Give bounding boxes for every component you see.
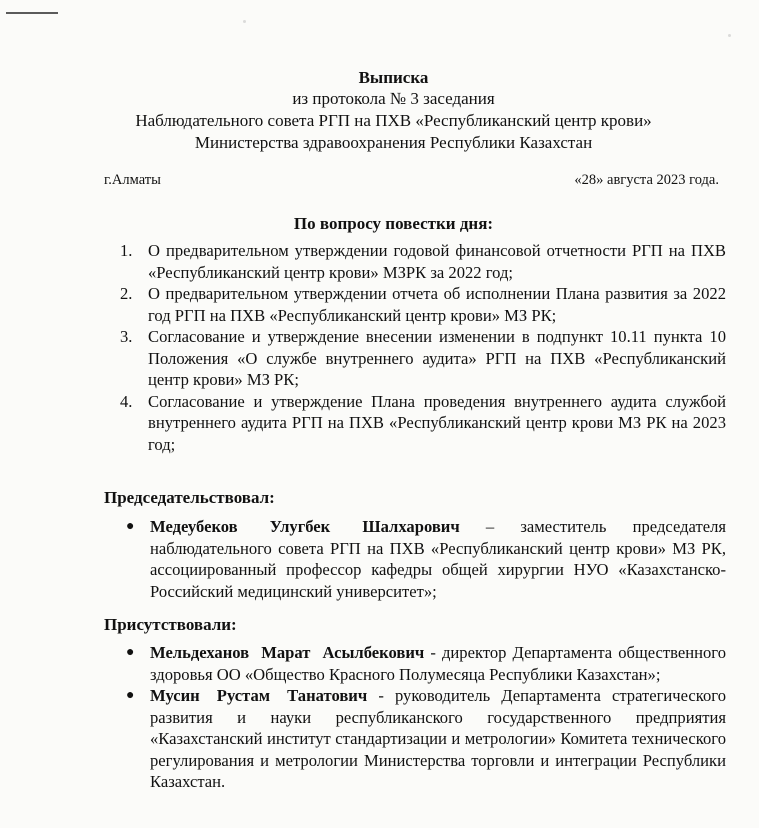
document-header [0,88,759,154]
header-line: Министерства здравоохранения Республики Казахстан [194,133,593,152]
agenda-heading: По вопросу повестки дня: [293,214,494,233]
header-line: из протокола № 3 заседания [292,89,495,108]
header-line: Наблюдательного совета РГП на ПХВ «Республиканский центр крови» [135,111,652,130]
present-heading: Присутствовали: [104,615,237,634]
agenda-item-number: 2. [120,284,133,303]
person-item [120,642,726,685]
chair-heading: Председательствовал: [104,488,275,507]
place-date-row [104,172,719,189]
agenda-item-number: 1. [120,241,133,260]
bullet-icon: ● [126,519,135,534]
person-name: Мусин Рустам Танатович [150,686,368,705]
present-list [120,642,726,793]
person-description: - директор Департамента общественного здоровья ОО «Общество Красного Полумесяца Республики Казахстан»; [150,643,726,684]
bullet-icon: ● [126,688,135,703]
city: г.Алматы [104,172,161,188]
person-description: – заместитель председателя наблюдательного совета РГП на ПХВ «Республиканский центр крови» МЗ РК, ассоциированный профессор кафедры общей хирургии НУО «Казахстанско-Российский медицинский университет»; [150,517,727,601]
document-title: Выписка [358,68,429,87]
scan-speck [728,34,731,37]
person-item [120,516,726,602]
scan-corner-mark [6,12,58,14]
agenda-item [120,283,726,326]
agenda-item-text: О предварительном утверждении отчета об исполнении Плана развития за 2022 год РГП на ПХВ «Республиканский центр крови» МЗ РК; [148,284,726,325]
person-name: Мельдеханов Марат Асылбекович [150,643,425,662]
agenda-list [120,240,726,455]
agenda-item-number: 3. [120,327,133,346]
bullet-icon: ● [126,645,135,660]
agenda-item [120,240,726,283]
agenda-item-number: 4. [120,391,133,411]
agenda-item-text: О предварительном утверждении годовой финансовой отчетности РГП на ПХВ «Республиканский центр крови» МЗРК за 2022 год; [148,241,726,282]
agenda-item [120,391,726,456]
agenda-item-text: Согласование и утверждение Плана проведения внутреннего аудита службой внутреннего аудита РГП на ПХВ «Республиканский центр крови МЗ РК на 2023 год; [148,391,726,454]
scan-speck [243,20,246,23]
chair-list [120,516,726,602]
person-item [120,685,726,793]
agenda-item-text: Согласование и утверждение внесении изменении в подпункт 10.11 пункта 10 Положения «О службе внутреннего аудита» РГП на ПХВ «Республиканский центр крови» МЗ РК; [148,327,726,389]
person-description: - руководитель Департамента стратегического развития и науки республиканского государственного предприятия «Казахстанский институт стандартизации и метрологии» Комитета технического регулирования и метрологии Министерства торговли и интеграции Республики Казахстан. [150,686,726,791]
person-name: Медеубеков Улугбек Шалхарович [150,517,460,536]
date: «28» августа 2023 года. [574,172,719,188]
agenda-item [120,326,726,391]
